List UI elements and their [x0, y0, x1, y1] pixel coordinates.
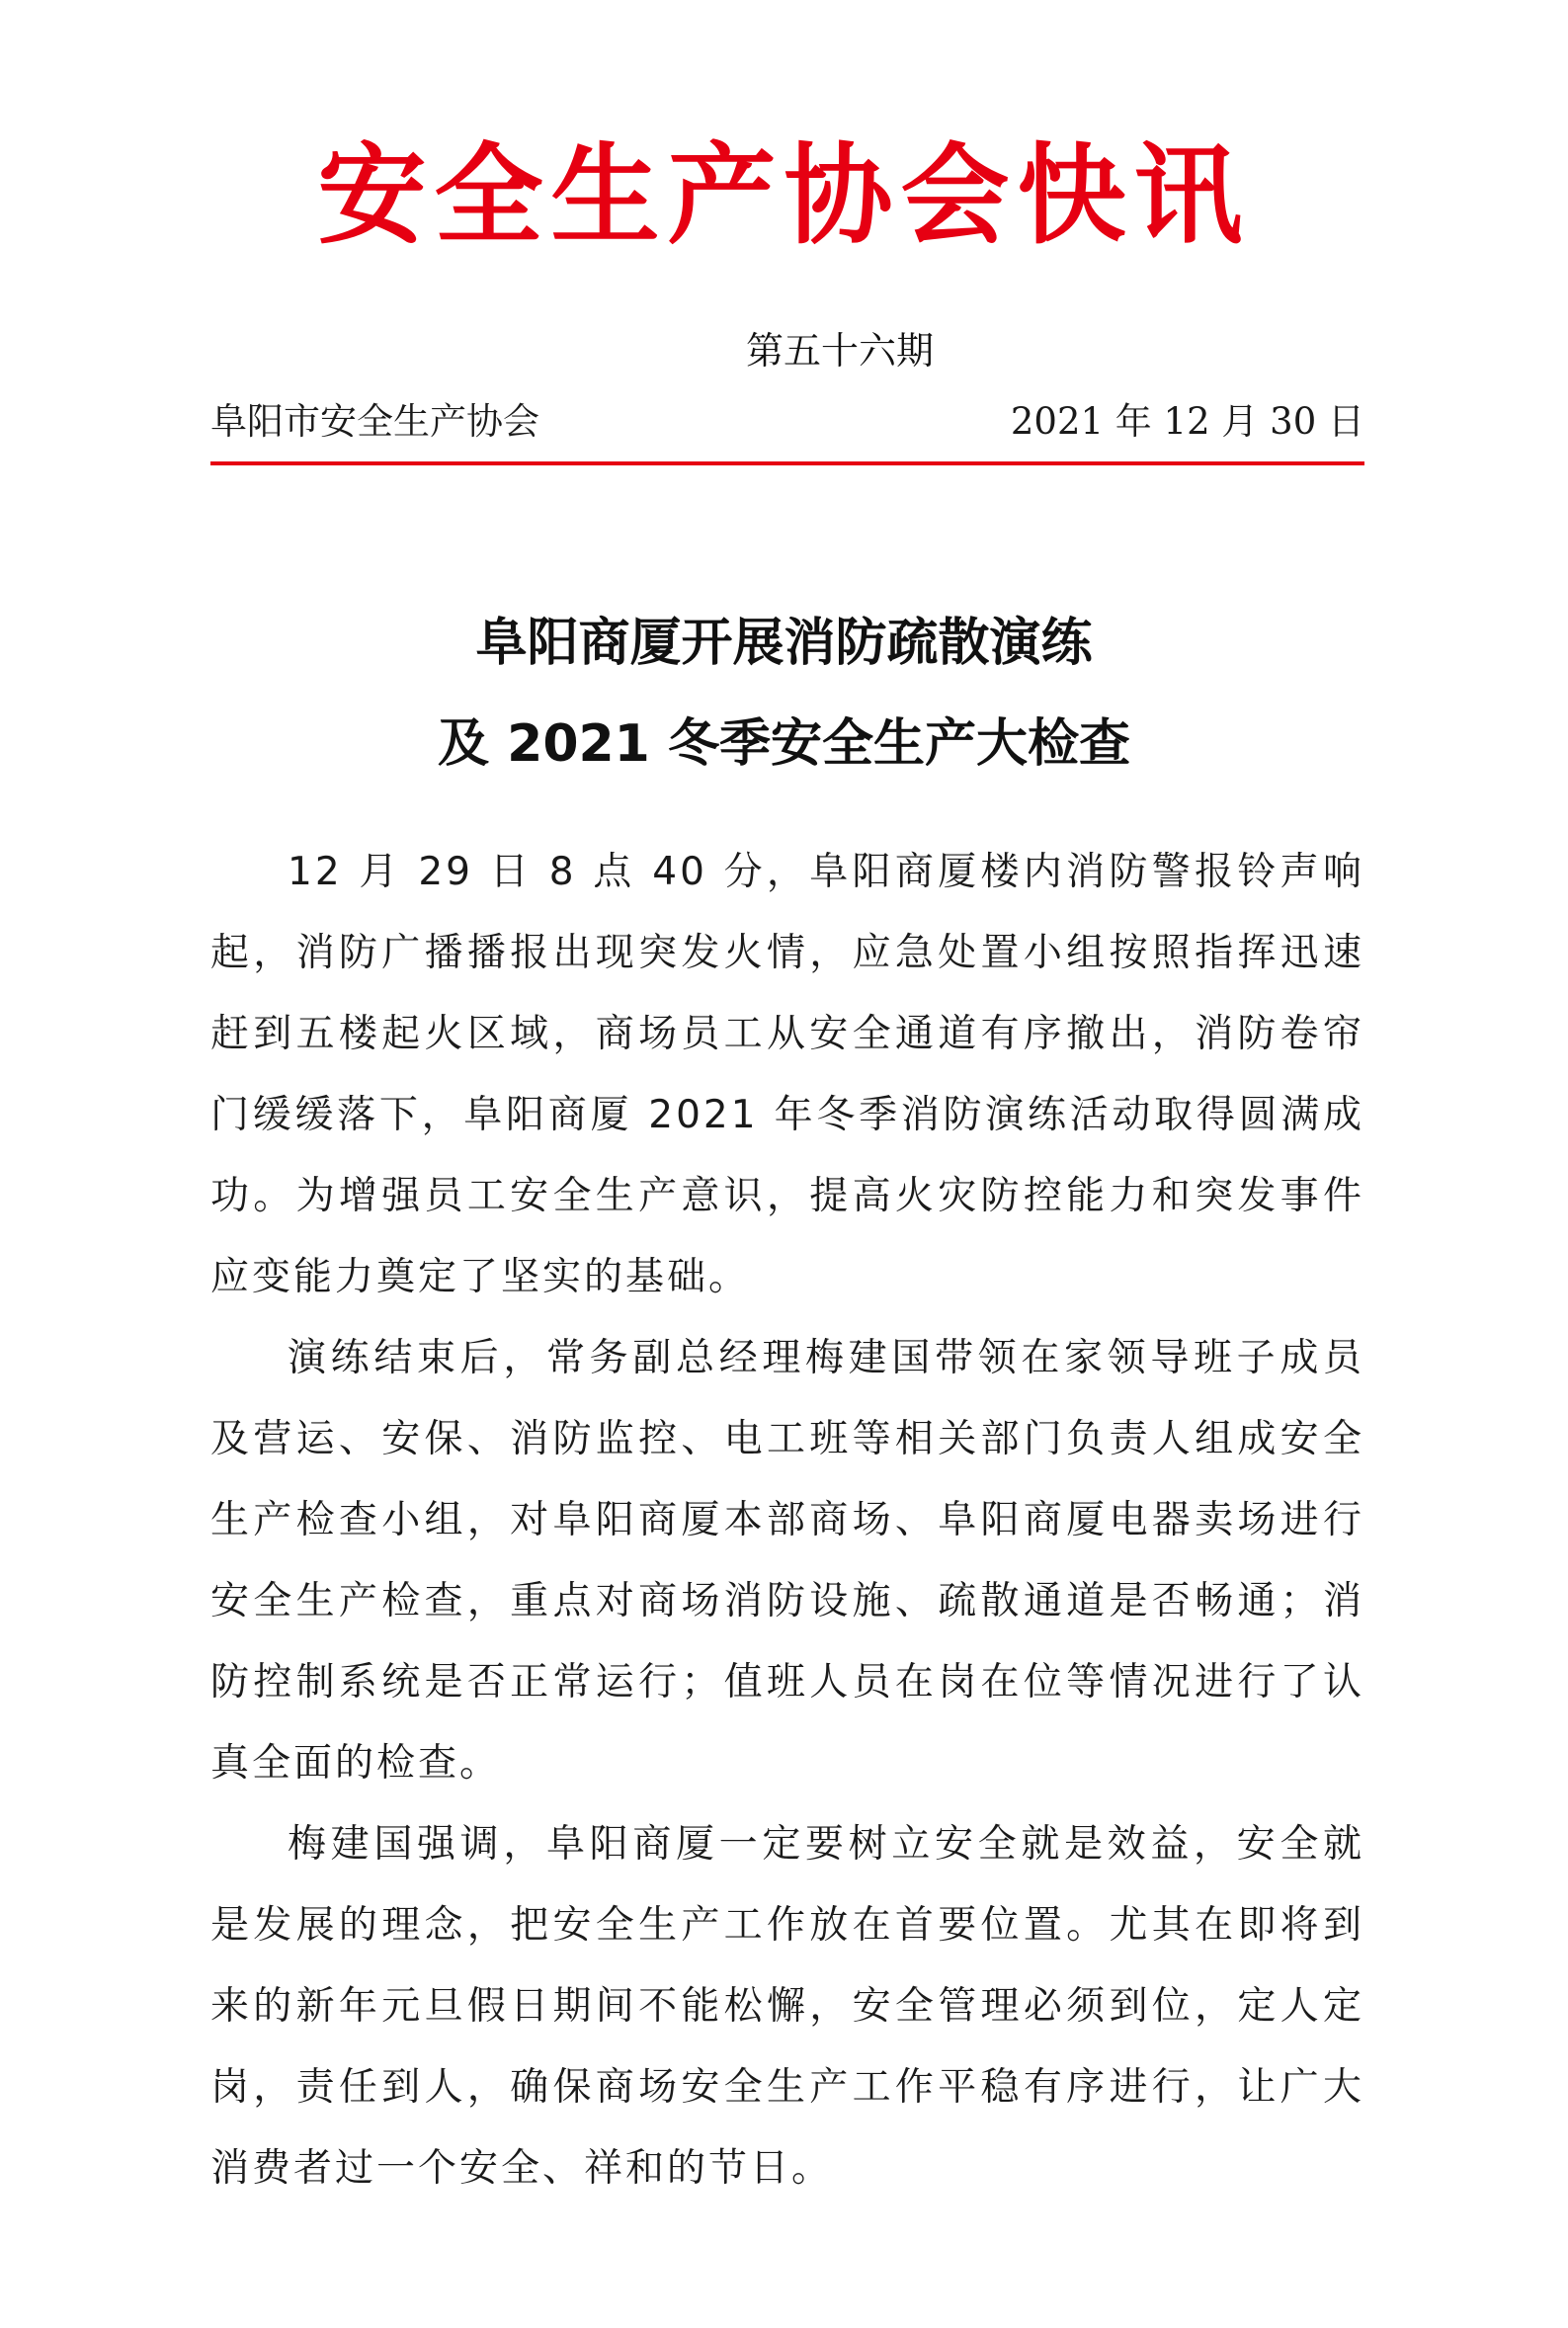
headline-line-1: 阜阳商厦开展消防疏散演练 — [475, 614, 1093, 673]
article-headline — [0, 593, 1568, 794]
publish-date: 2021 年 12 月 30 日 — [1010, 400, 1364, 443]
red-divider-line — [210, 461, 1364, 465]
headline-line-2: 及 2021 冬季安全生产大检查 — [438, 714, 1130, 774]
paragraph-2: 演练结束后，常务副总经理梅建国带领在家领导班子成员及营运、安保、消防监控、电工班等相关部门负责人组成安全生产检查小组，对阜阳商厦本部商场、阜阳商厦电器卖场进行安全生产检查，重点对商场消防设施、疏散通道是否畅通；消防控制系统是否正常运行；值班人员在岗在位等情况进行了认真全面的检查。 — [210, 1336, 1364, 1786]
meta-row — [210, 395, 1364, 449]
publisher-organization: 阜阳市安全生产协会 — [210, 400, 539, 443]
paragraph-1: 12 月 29 日 8 点 40 分，阜阳商厦楼内消防警报铃声响起，消防广播播报出现突发火情，应急处置小组按照指挥迅速赶到五楼起火区域，商场员工从安全通道有序撤出，消防卷帘门缓缓落下，阜阳商厦 2021 年冬季消防演练活动取得圆满成功。为增强员工安全生产意识，提高火灾防控能力和突发事件应变能力奠定了坚实的基础。 — [210, 850, 1364, 1299]
article-body — [210, 832, 1364, 2209]
issue-number: 第五十六期 — [745, 329, 934, 373]
masthead-title: 安全生产协会快讯 — [317, 132, 1251, 259]
paragraph-3: 梅建国强调，阜阳商厦一定要树立安全就是效益，安全就是发展的理念，把安全生产工作放在首要位置。尤其在即将到来的新年元旦假日期间不能松懈，安全管理必须到位，定人定岗，责任到人，确保商场安全生产工作平稳有序进行，让广大消费者过一个安全、祥和的节日。 — [210, 1822, 1364, 2191]
